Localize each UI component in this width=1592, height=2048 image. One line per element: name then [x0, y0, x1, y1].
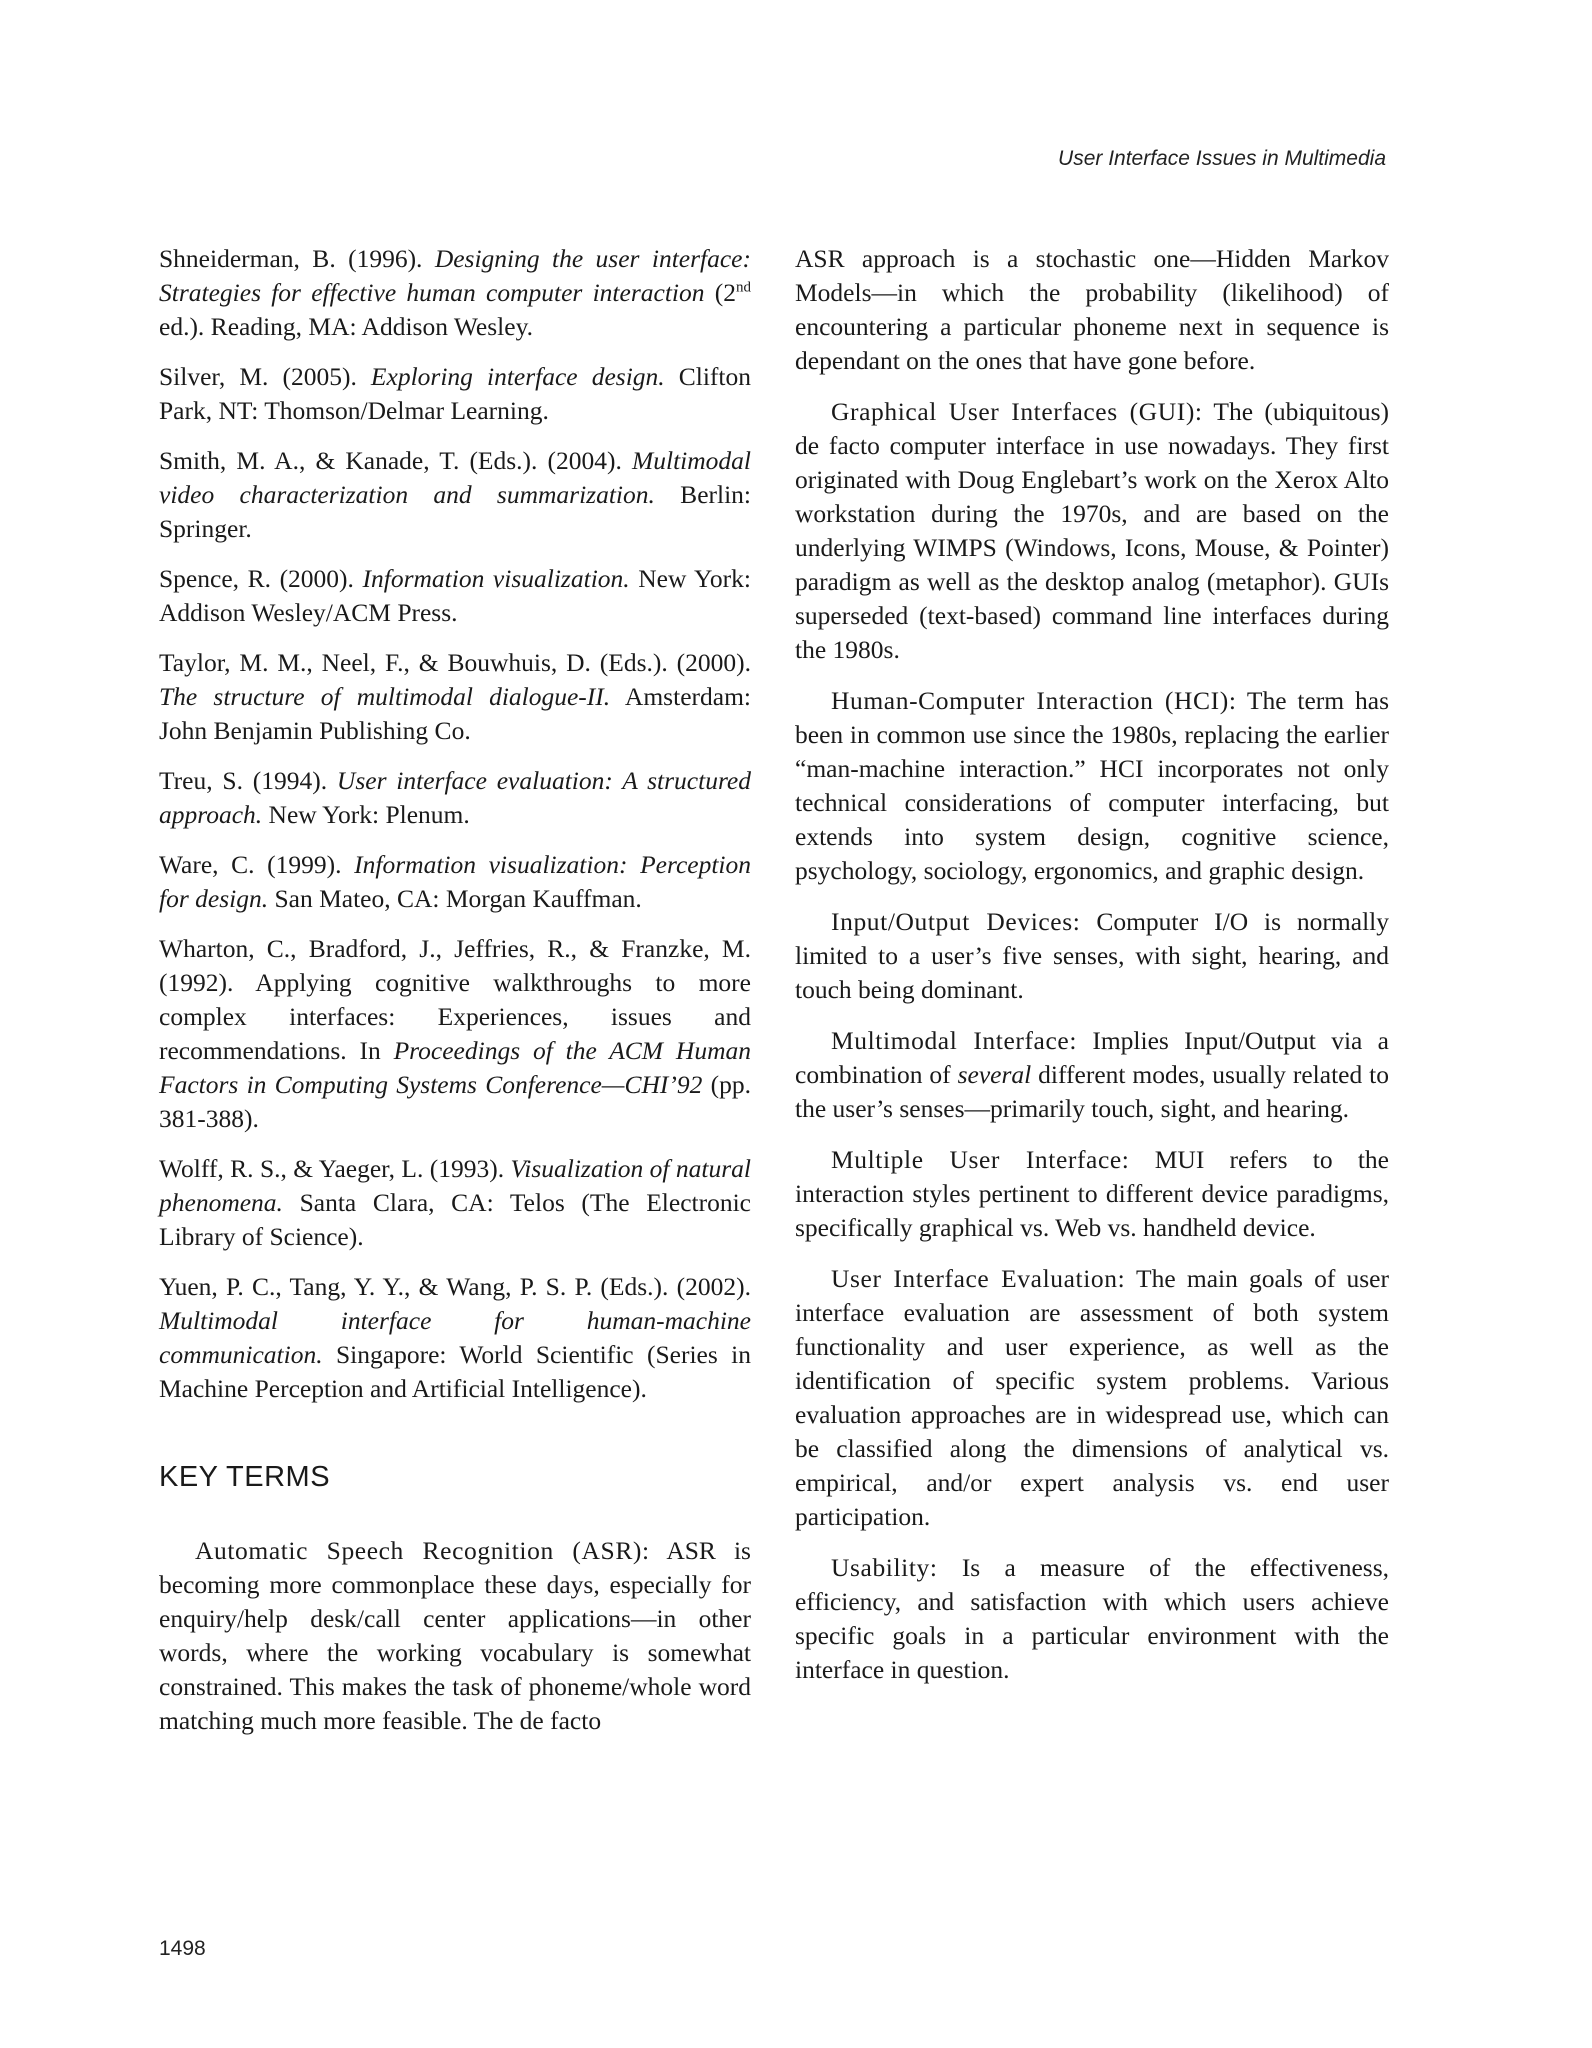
key-term-asr: Automatic Speech Recognition (ASR): ASR is becoming more commonplace these days, especially for enquiry/help desk/call center applications—in other words, where the working vocabulary is somewhat constrained. This makes the task of phoneme/whole word matching much more feasible. The de facto [159, 1536, 751, 1735]
reference-entry: Spence, R. (2000). Information visualization. New York: Addison Wesley/ACM Press. [159, 564, 751, 627]
key-term-label: Graphical User Interfaces (GUI): [831, 397, 1203, 426]
key-term-mui: Multiple User Interface: MUI refers to the interaction styles pertinent to different device paradigms, specifically graphical vs. Web vs. handheld device. [795, 1145, 1389, 1242]
reference-entry: Yuen, P. C., Tang, Y. Y., & Wang, P. S. P. (Eds.). (2002). Multimodal interface for human-machine communication. Singapore: World Scientific (Series in Machine Perception and Artificial Intelligence). [159, 1272, 751, 1403]
key-term-multimodal: Multimodal Interface: Implies Input/Output via a combination of several different modes, usually related to the user’s senses—primarily touch, sight, and hearing. [795, 1026, 1389, 1123]
key-term-label: Multimodal Interface: [831, 1026, 1078, 1055]
key-term-label: Usability: [831, 1553, 938, 1582]
reference-entry: Ware, C. (1999). Information visualization: Perception for design. San Mateo, CA: Morgan Kauffman. [159, 850, 751, 913]
key-term-label: Input/Output Devices: [831, 907, 1081, 936]
reference-entry: Shneiderman, B. (1996). Designing the user interface: Strategies for effective human computer interaction (2nd ed.). Reading, MA: Addison Wesley. [159, 244, 751, 341]
key-term-asr-continued: ASR approach is a stochastic one—Hidden Markov Models—in which the probability (likelihood) of encountering a particular phoneme next in sequence is dependant on the ones that have gone before. [795, 244, 1389, 375]
page-number: 1498 [159, 1937, 206, 1960]
key-term-hci: Human-Computer Interaction (HCI): The term has been in common use since the 1980s, replacing the earlier “man-machine interaction.” HCI incorporates not only technical considerations of computer interfacing, but extends into system design, cognitive science, psychology, sociology, ergonomics, and graphic design. [795, 686, 1389, 885]
reference-entry: Wharton, C., Bradford, J., Jeffries, R., & Franzke, M. (1992). Applying cognitive walkthroughs to more complex interfaces: Experiences, issues and recommendations. In Proceedings of the ACM Human Factors in Computing Systems Conference—CHI’92 (pp. 381-388). [159, 934, 751, 1133]
key-term-io: Input/Output Devices: Computer I/O is normally limited to a user’s five senses, with sight, hearing, and touch being dominant. [795, 907, 1389, 1004]
key-term-label: Human-Computer Interaction (HCI): [831, 686, 1237, 715]
key-term-label: Automatic Speech Recognition (ASR): [195, 1536, 650, 1565]
key-term-label: User Interface Evaluation: [831, 1264, 1126, 1293]
key-term-label: Multiple User Interface: [831, 1145, 1130, 1174]
reference-entry: Taylor, M. M., Neel, F., & Bouwhuis, D. (Eds.). (2000). The structure of multimodal dialogue-II. Amsterdam: John Benjamin Publishing Co. [159, 648, 751, 745]
key-term-gui: Graphical User Interfaces (GUI): The (ubiquitous) de facto computer interface in use nowadays. They first originated with Doug Englebart’s work on the Xerox Alto workstation during the 1970s, and are based on the underlying WIMPS (Windows, Icons, Mouse, & Pointer) paradigm as well as the desktop analog (metaphor). GUIs superseded (text-based) command line interfaces during the 1980s. [795, 397, 1389, 664]
right-column [795, 242, 1389, 1704]
key-term-usability: Usability: Is a measure of the effectiveness, efficiency, and satisfaction with which users achieve specific goals in a particular environment with the interface in question. [795, 1553, 1389, 1684]
left-column [159, 242, 751, 1755]
running-head: User Interface Issues in Multimedia [1058, 147, 1386, 170]
key-terms-heading: KEY TERMS [159, 1461, 331, 1493]
key-term-uie: User Interface Evaluation: The main goals of user interface evaluation are assessment of both system functionality and user experience, as well as the identification of specific system problems. Various evaluation approaches are in widespread use, which can be classified along the dimensions of analytical vs. empirical, and/or expert analysis vs. end user participation. [795, 1264, 1389, 1531]
reference-entry: Wolff, R. S., & Yaeger, L. (1993). Visualization of natural phenomena. Santa Clara, CA: Telos (The Electronic Library of Science). [159, 1154, 751, 1251]
reference-entry: Silver, M. (2005). Exploring interface design. Clifton Park, NT: Thomson/Delmar Learning. [159, 362, 751, 425]
reference-entry: Smith, M. A., & Kanade, T. (Eds.). (2004). Multimodal video characterization and summarization. Berlin: Springer. [159, 446, 752, 543]
reference-entry: Treu, S. (1994). User interface evaluation: A structured approach. New York: Plenum. [159, 766, 751, 829]
